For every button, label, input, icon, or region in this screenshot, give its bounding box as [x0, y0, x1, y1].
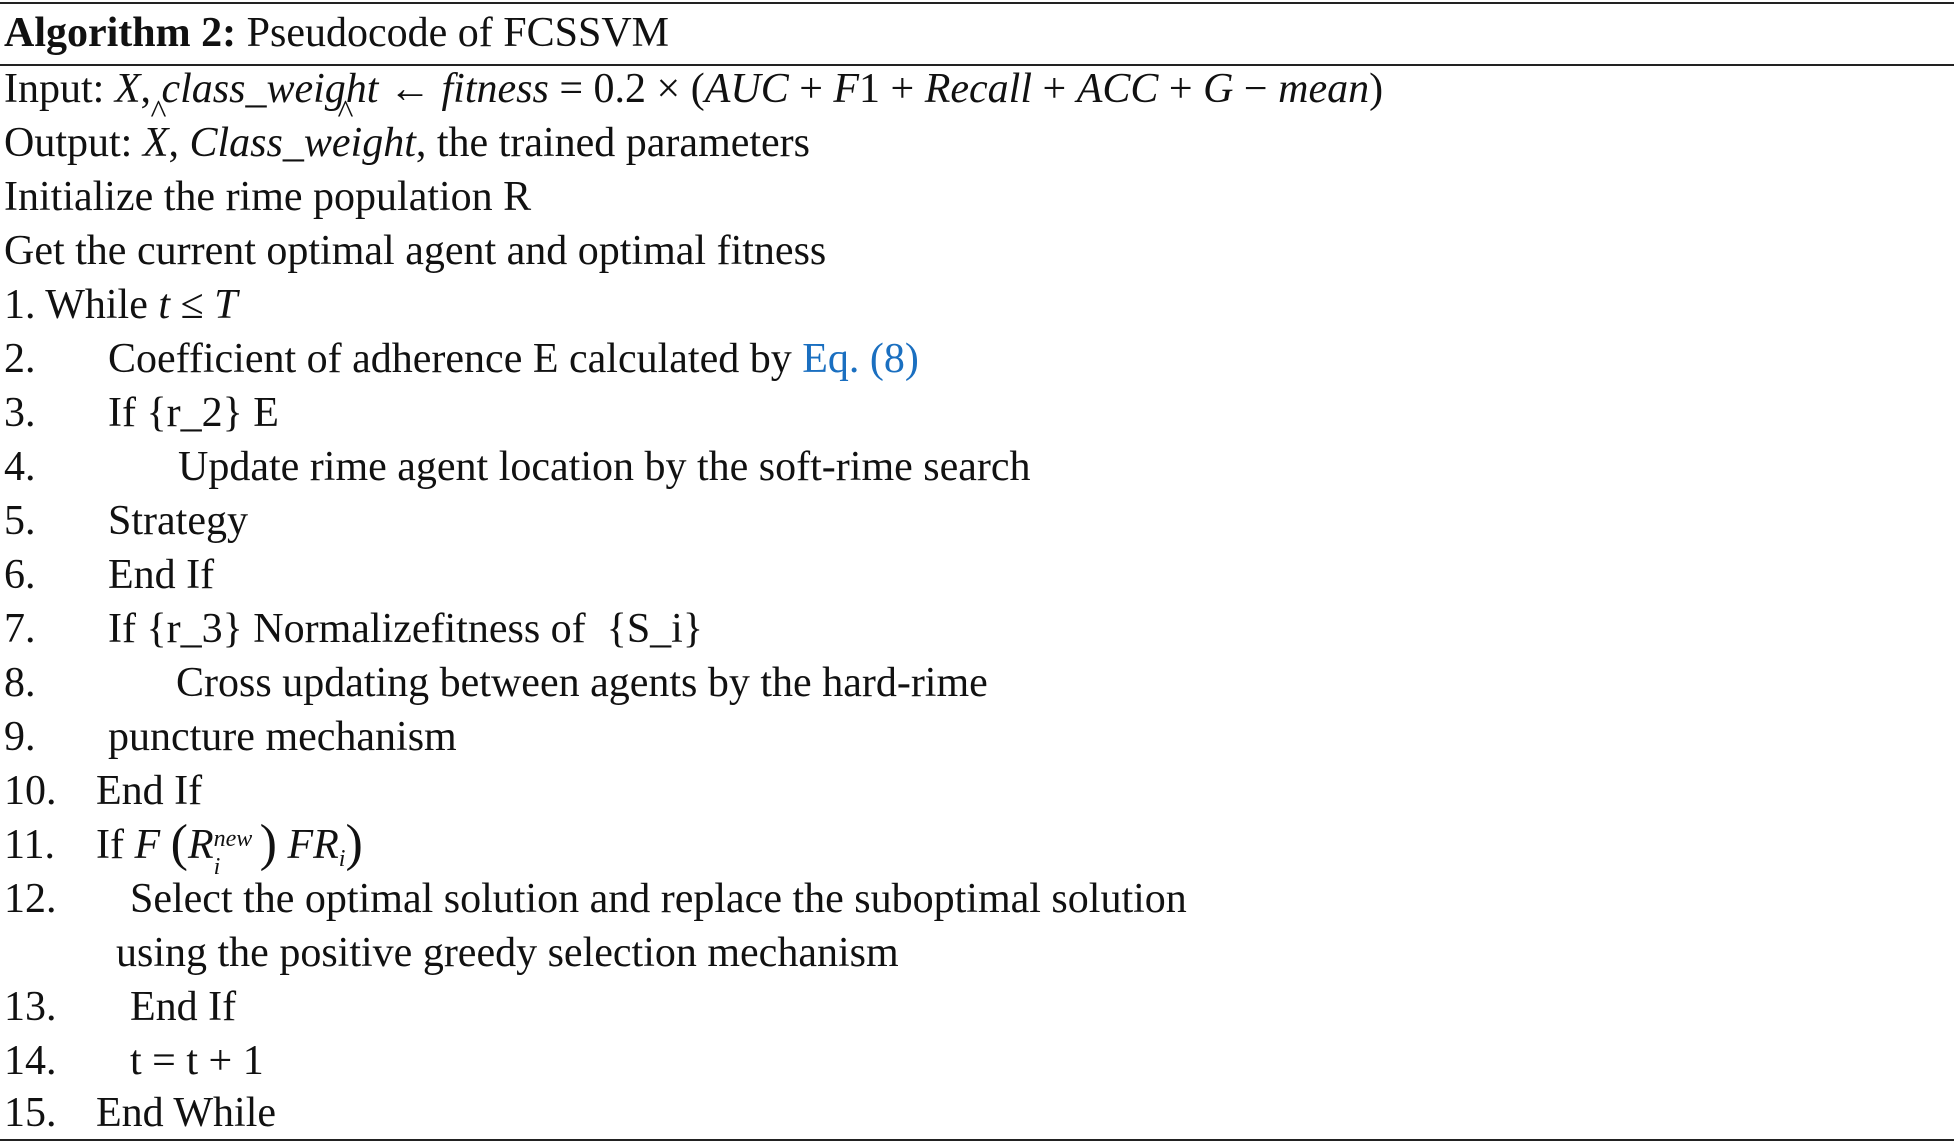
algorithm-label: Algorithm 2: [4, 10, 237, 56]
step-12-continued: using the positive greedy selection mechanism [116, 930, 899, 976]
algorithm-title [4, 5, 669, 61]
algorithm-name: Pseudocode of FCSSVM [246, 10, 670, 56]
step-3: 3. If {r_2} E [4, 390, 279, 436]
init-line-2: Get the current optimal agent and optimal fitness [4, 228, 827, 274]
step-6: 6. End If [4, 552, 215, 598]
input-line: Input: X, class_weight ← fitness = 0.2 × (AUC + F1 + Recall + ACC + G − mean) [4, 66, 1384, 112]
step-9: 9. puncture mechanism [4, 714, 457, 760]
top-rule [0, 2, 1954, 4]
step-11: 11. If F (R new i ) $FR_i$) [4, 815, 363, 880]
step-15: 15. End While [4, 1090, 277, 1136]
step-8: 8. Cross updating between agents by the hard-rime [4, 660, 988, 706]
init-line-1: Initialize the rime population R [4, 174, 532, 220]
bottom-rule [0, 1139, 1954, 1141]
step-7: 7. If {r_3} Normalizefitness of {S_i} [4, 606, 704, 652]
step-1: 1. While t ≤ T [4, 282, 238, 328]
step-14: 14. t = t + 1 [4, 1038, 264, 1084]
step-13: 13. End If [4, 984, 237, 1030]
step-5: 5. Strategy [4, 498, 248, 544]
step-4: 4. Update rime agent location by the soft-rime search [4, 444, 1031, 490]
output-line: Output: ^ X, Class_^ weight, the trained parameters [4, 116, 810, 170]
step-12: 12. Select the optimal solution and replace the suboptimal solution [4, 876, 1187, 922]
step-10: 10. End If [4, 768, 203, 814]
equation-link[interactable]: Eq. (8) [802, 336, 919, 382]
step-2: 2. Coefficient of adherence E calculated by Eq. (8) [4, 336, 919, 382]
